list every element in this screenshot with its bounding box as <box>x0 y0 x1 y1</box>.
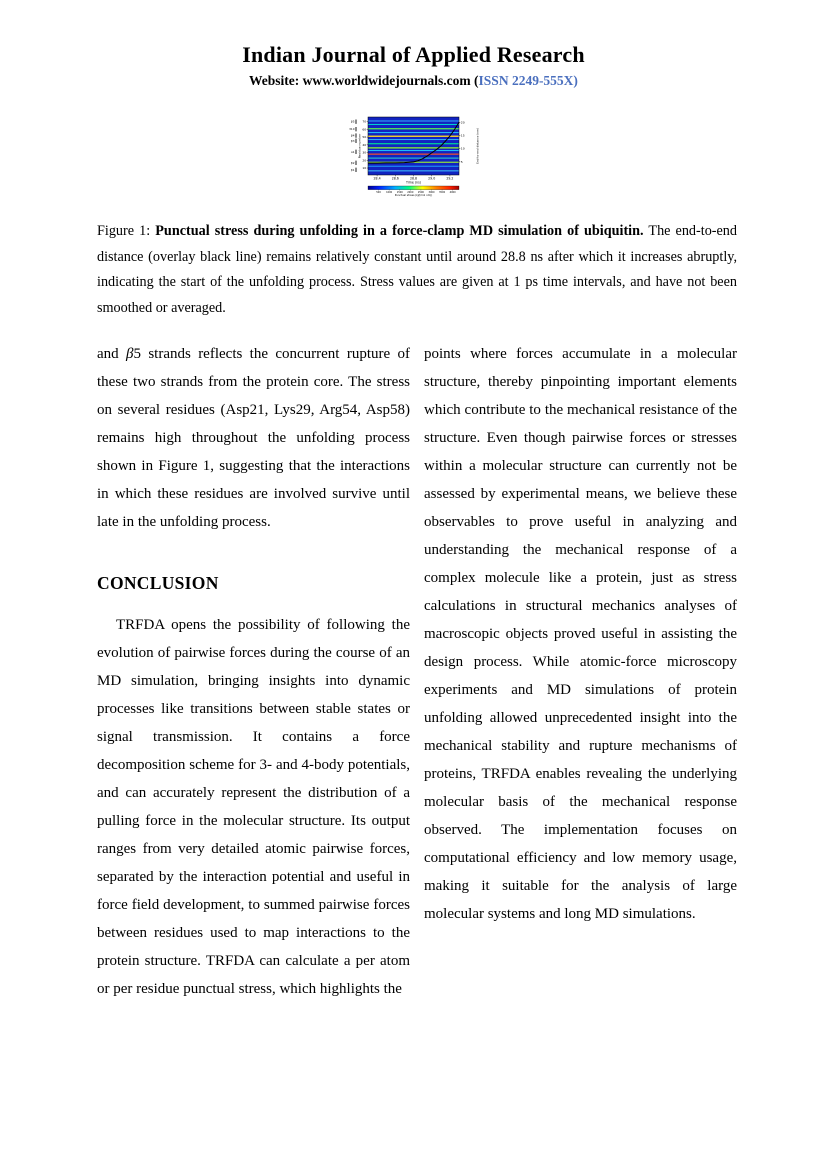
body-columns <box>97 340 737 1003</box>
svg-text:15: 15 <box>460 133 465 138</box>
svg-text:β2: β2 <box>350 160 354 165</box>
svg-text:β1: β1 <box>350 167 354 172</box>
website-text: Website: www.worldwidejournals.com ( <box>249 73 479 88</box>
svg-text:30: 30 <box>361 150 366 155</box>
conclusion-paragraph: TRFDA opens the possibility of following the evolution of pairwise forces during the course of an MD simulation, bringing insights into dynamic processes like transitions between stable states or signal transmission. It contains a force decomposition scheme for 3- and 4-body potentials, and can accurately represent the distribution of a pulling force in the molecular structure. Its output ranges from very detailed atomic pairwise forces, separated by the interaction potential and useful in force field development, to summed pairwise forces between residues used to map interactions to the protein structure. TRFDA can calculate a per atom or per residue punctual stress, which highlights the <box>97 617 410 997</box>
journal-header <box>0 42 827 89</box>
svg-text:20: 20 <box>460 120 465 125</box>
svg-text:1500: 1500 <box>396 191 403 194</box>
svg-text:40: 40 <box>361 142 366 147</box>
svg-text:2500: 2500 <box>417 191 424 194</box>
svg-text:3000: 3000 <box>427 191 435 194</box>
svg-text:β3: β3 <box>350 138 354 143</box>
right-column <box>424 340 737 1003</box>
right-paragraph: points where forces accumulate in a molecular structure, thereby pinpointing important elements which contribute to the mechanical resistance of the structure. Even though pairwise forces or stresses within a molecular structure can currently not be assessed by experimental means, we believe these observables to prove useful in analyzing and understanding the mechanical response of a complex molecule like a protein, just as stress calculations in structural mechanics analyses of macroscopic objects proved useful in assisting the design process. While atomic-force microscopy experiments and MD simulations of protein unfolding allowed unprecedented insight into the mechanical stability and rupture mechanisms of proteins, TRFDA enables revealing the underlying molecular basis of the mechanical response observed. The implementation focuses on computational efficiency and low memory usage, making it suitable for the analysis of large molecular systems and long MD simulations. <box>424 346 737 922</box>
beta-symbol: β <box>126 346 134 362</box>
svg-text:60: 60 <box>361 127 366 132</box>
svg-text:500: 500 <box>375 191 381 194</box>
caption-bold-title: Punctual stress during unfolding in a force-clamp MD simulation of ubiquitin. <box>155 223 644 239</box>
svg-text:Residue number: Residue number <box>357 133 361 159</box>
issn-text: ISSN 2249-555X) <box>478 73 578 88</box>
left-paragraph-1 <box>97 340 410 536</box>
svg-text:α1: α1 <box>350 149 354 154</box>
svg-text:29.0: 29.0 <box>427 176 435 181</box>
svg-text:1000: 1000 <box>385 191 392 194</box>
svg-text:28.4: 28.4 <box>373 176 381 181</box>
svg-text:28.6: 28.6 <box>391 176 399 181</box>
svg-text:End-to-end distance (nm): End-to-end distance (nm) <box>475 128 479 164</box>
svg-text:Time (ns): Time (ns) <box>405 180 421 185</box>
stress-heatmap-chart <box>347 114 481 202</box>
svg-text:28.8: 28.8 <box>409 176 417 181</box>
paragraph-text: 5 strands reflects the concurrent rupture of these two strands from the protein core. The stress on several residues (Asp21, Lys29, Arg54, Asp58) remains high throughout the unfolding process shown in Figure 1, suggesting that the interactions in which these residues are involved survive until late in the unfolding process. <box>97 346 410 530</box>
caption-label: Figure 1: <box>97 223 156 239</box>
figure-caption <box>97 219 737 321</box>
svg-text:4000: 4000 <box>449 191 456 194</box>
svg-text:Punctual stress (kJ/(mol nm)): Punctual stress (kJ/(mol nm)) <box>394 194 432 198</box>
svg-text:20: 20 <box>361 158 366 163</box>
journal-title: Indian Journal of Applied Research <box>242 42 585 67</box>
conclusion-heading: CONCLUSION <box>97 573 219 593</box>
svg-text:β5: β5 <box>350 119 354 124</box>
svg-text:10: 10 <box>460 146 465 151</box>
paragraph-text: and <box>97 346 127 362</box>
svg-text:3500: 3500 <box>438 191 445 194</box>
svg-text:310: 310 <box>348 127 354 132</box>
journal-subtitle <box>0 73 827 89</box>
svg-text:2000: 2000 <box>406 191 413 194</box>
svg-text:70: 70 <box>361 119 366 124</box>
svg-text:10: 10 <box>361 166 366 171</box>
svg-text:50: 50 <box>361 135 366 140</box>
caption-body: The end-to-end distance (overlay black line) remains relatively constant until around 28.8 ns after which it increases abruptly, indicating the start of the unfolding process. Stress values are given at 1 ps time intervals, and have not been smoothed or averaged. <box>97 223 737 316</box>
svg-text:5: 5 <box>460 159 463 164</box>
figure-1 <box>0 114 827 202</box>
svg-text:β4: β4 <box>350 133 354 138</box>
svg-text:29.2: 29.2 <box>445 176 453 181</box>
left-column <box>97 340 410 1003</box>
